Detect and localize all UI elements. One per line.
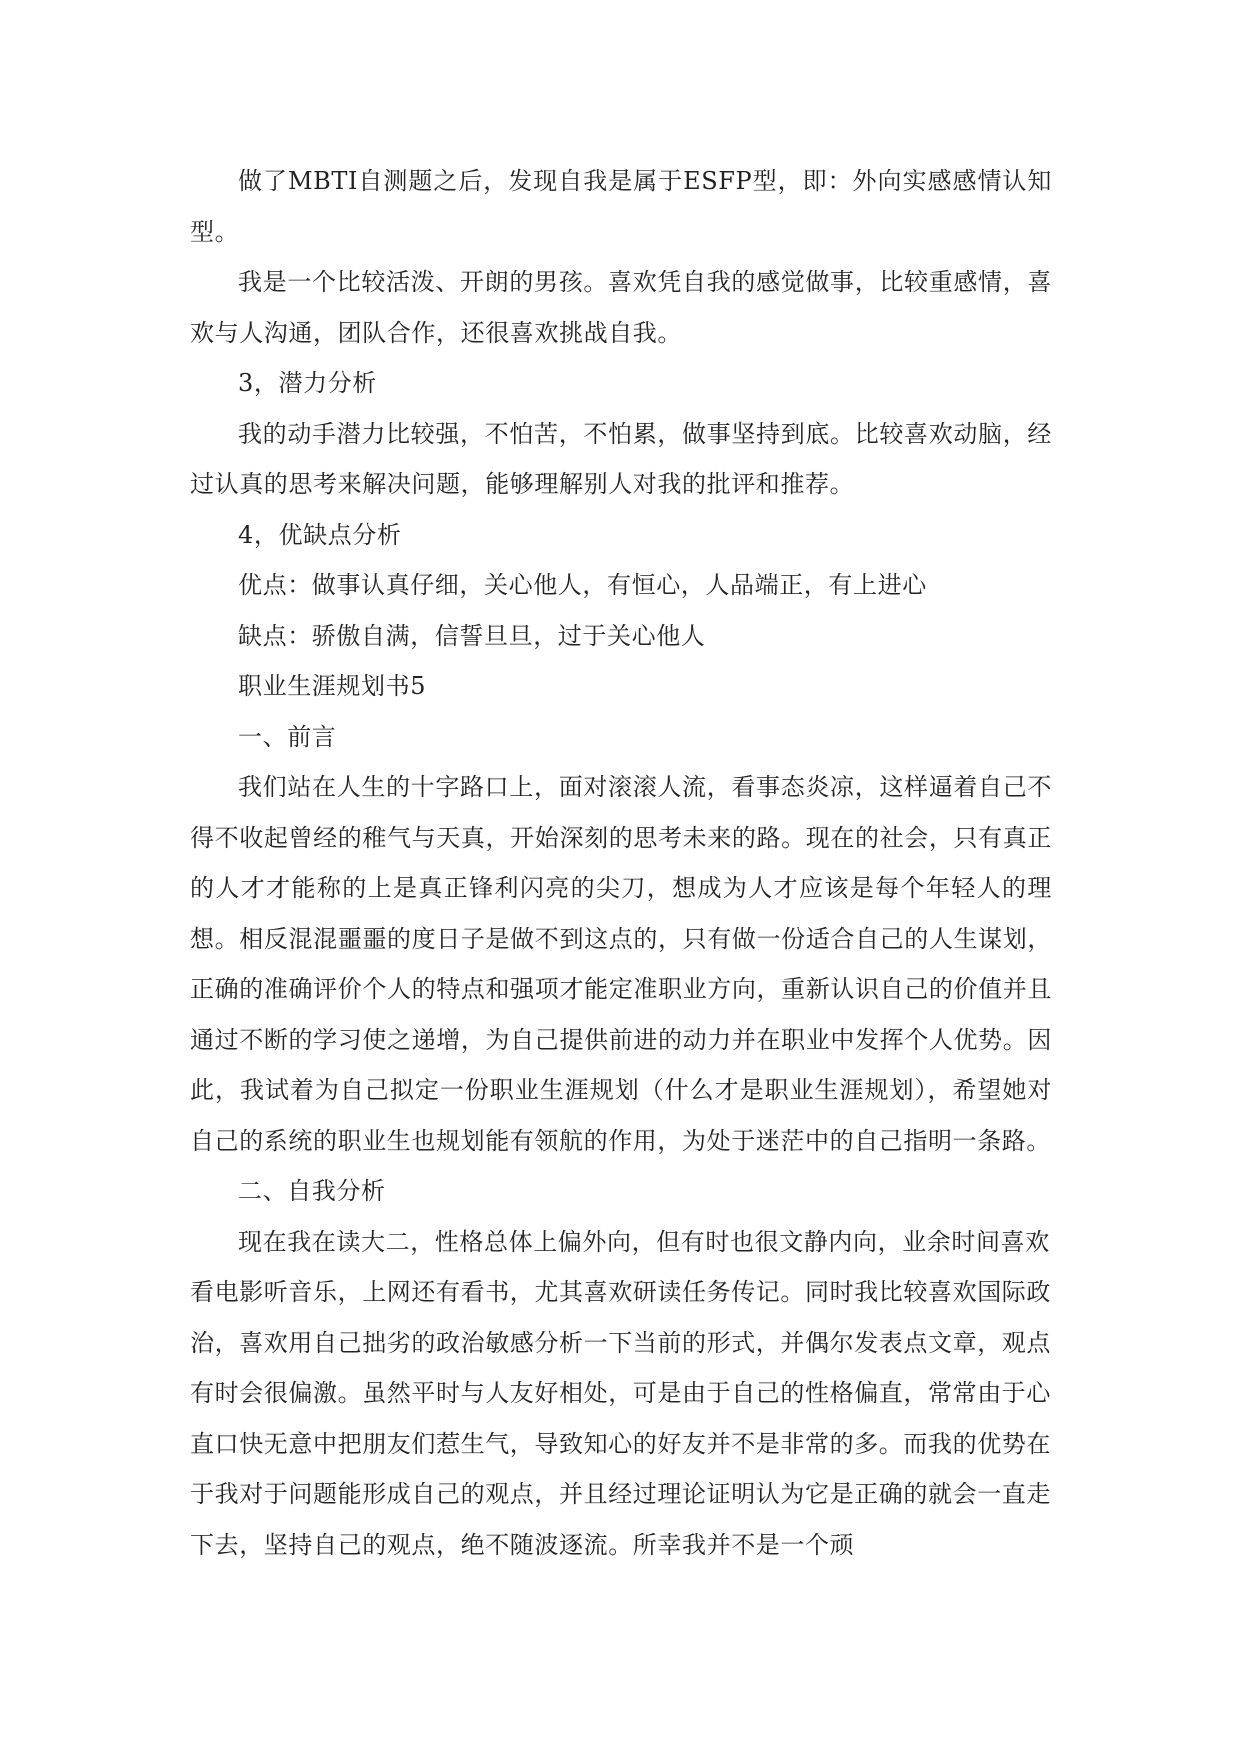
paragraph-strengths: 优点：做事认真仔细，关心他人，有恒心，人品端正，有上进心 bbox=[238, 571, 927, 599]
paragraph-weaknesses: 缺点：骄傲自满，信誓旦旦，过于关心他人 bbox=[238, 621, 706, 650]
heading-ability-analysis: 3，潜力分析 bbox=[238, 369, 377, 397]
heading-preface: 一、前言 bbox=[238, 722, 337, 751]
document-body bbox=[190, 156, 1052, 1570]
heading-self-analysis: 二、自我分析 bbox=[238, 1177, 386, 1205]
paragraph-ability: 我的动手潜力比较强，不怕苦，不怕累，做事坚持到底。比较喜欢动脑，经过认真的思考来解决问题，能够理解别人对我的批评和推荐。 bbox=[190, 419, 1052, 498]
paragraph-preface: 我们站在人生的十字路口上，面对滚滚人流，看事态炎凉，这样逼着自己不得不收起曾经的稚气与天真，开始深刻的思考未来的路。现在的社会，只有真正的人才才能称的上是真正锋利闪亮的尖刀，想成为人才应该是每个年轻人的理想。相反混混噩噩的度日子是做不到这点的，只有做一份适合自己的人生谋划，正确的准确评价个人的特点和强项才能定准职业方向，重新认识自己的价值并且通过不断的学习使之递增，为自己提供前进的动力并在职业中发挥个人优势。因此，我试着为自己拟定一份职业生涯规划（什么才是职业生涯规划），希望她对自己的系统的职业生也规划能有领航的作用，为处于迷茫中的自己指明一条路。 bbox=[190, 773, 1052, 1155]
section-title-career-plan-5: 职业生涯规划书5 bbox=[238, 672, 427, 700]
paragraph-self-analysis: 现在我在读大二，性格总体上偏外向，但有时也很文静内向，业余时间喜欢看电影听音乐，上网还有看书，尤其喜欢研读任务传记。同时我比较喜欢国际政治，喜欢用自己拙劣的政治敏感分析一下当前的形式，并偶尔发表点文章，观点有时会很偏激。虽然平时与人友好相处，可是由于自己的性格偏直，常常由于心直口快无意中把朋友们惹生气，导致知心的好友并不是非常的多。而我的优势在于我对于问题能形成自己的观点，并且经过理论证明认为它是正确的就会一直走下去，坚持自己的观点，绝不随波逐流。所幸我并不是一个顽 bbox=[190, 1227, 1051, 1559]
paragraph-mbti-result: 做了MBTI自测题之后，发现自我是属于ESFP型，即：外向实感感情认知型。 bbox=[190, 167, 1052, 246]
heading-strengths-weaknesses: 4，优缺点分析 bbox=[238, 520, 402, 549]
paragraph-personality: 我是一个比较活泼、开朗的男孩。喜欢凭自我的感觉做事，比较重感情，喜欢与人沟通，团队合作，还很喜欢挑战自我。 bbox=[190, 268, 1052, 347]
